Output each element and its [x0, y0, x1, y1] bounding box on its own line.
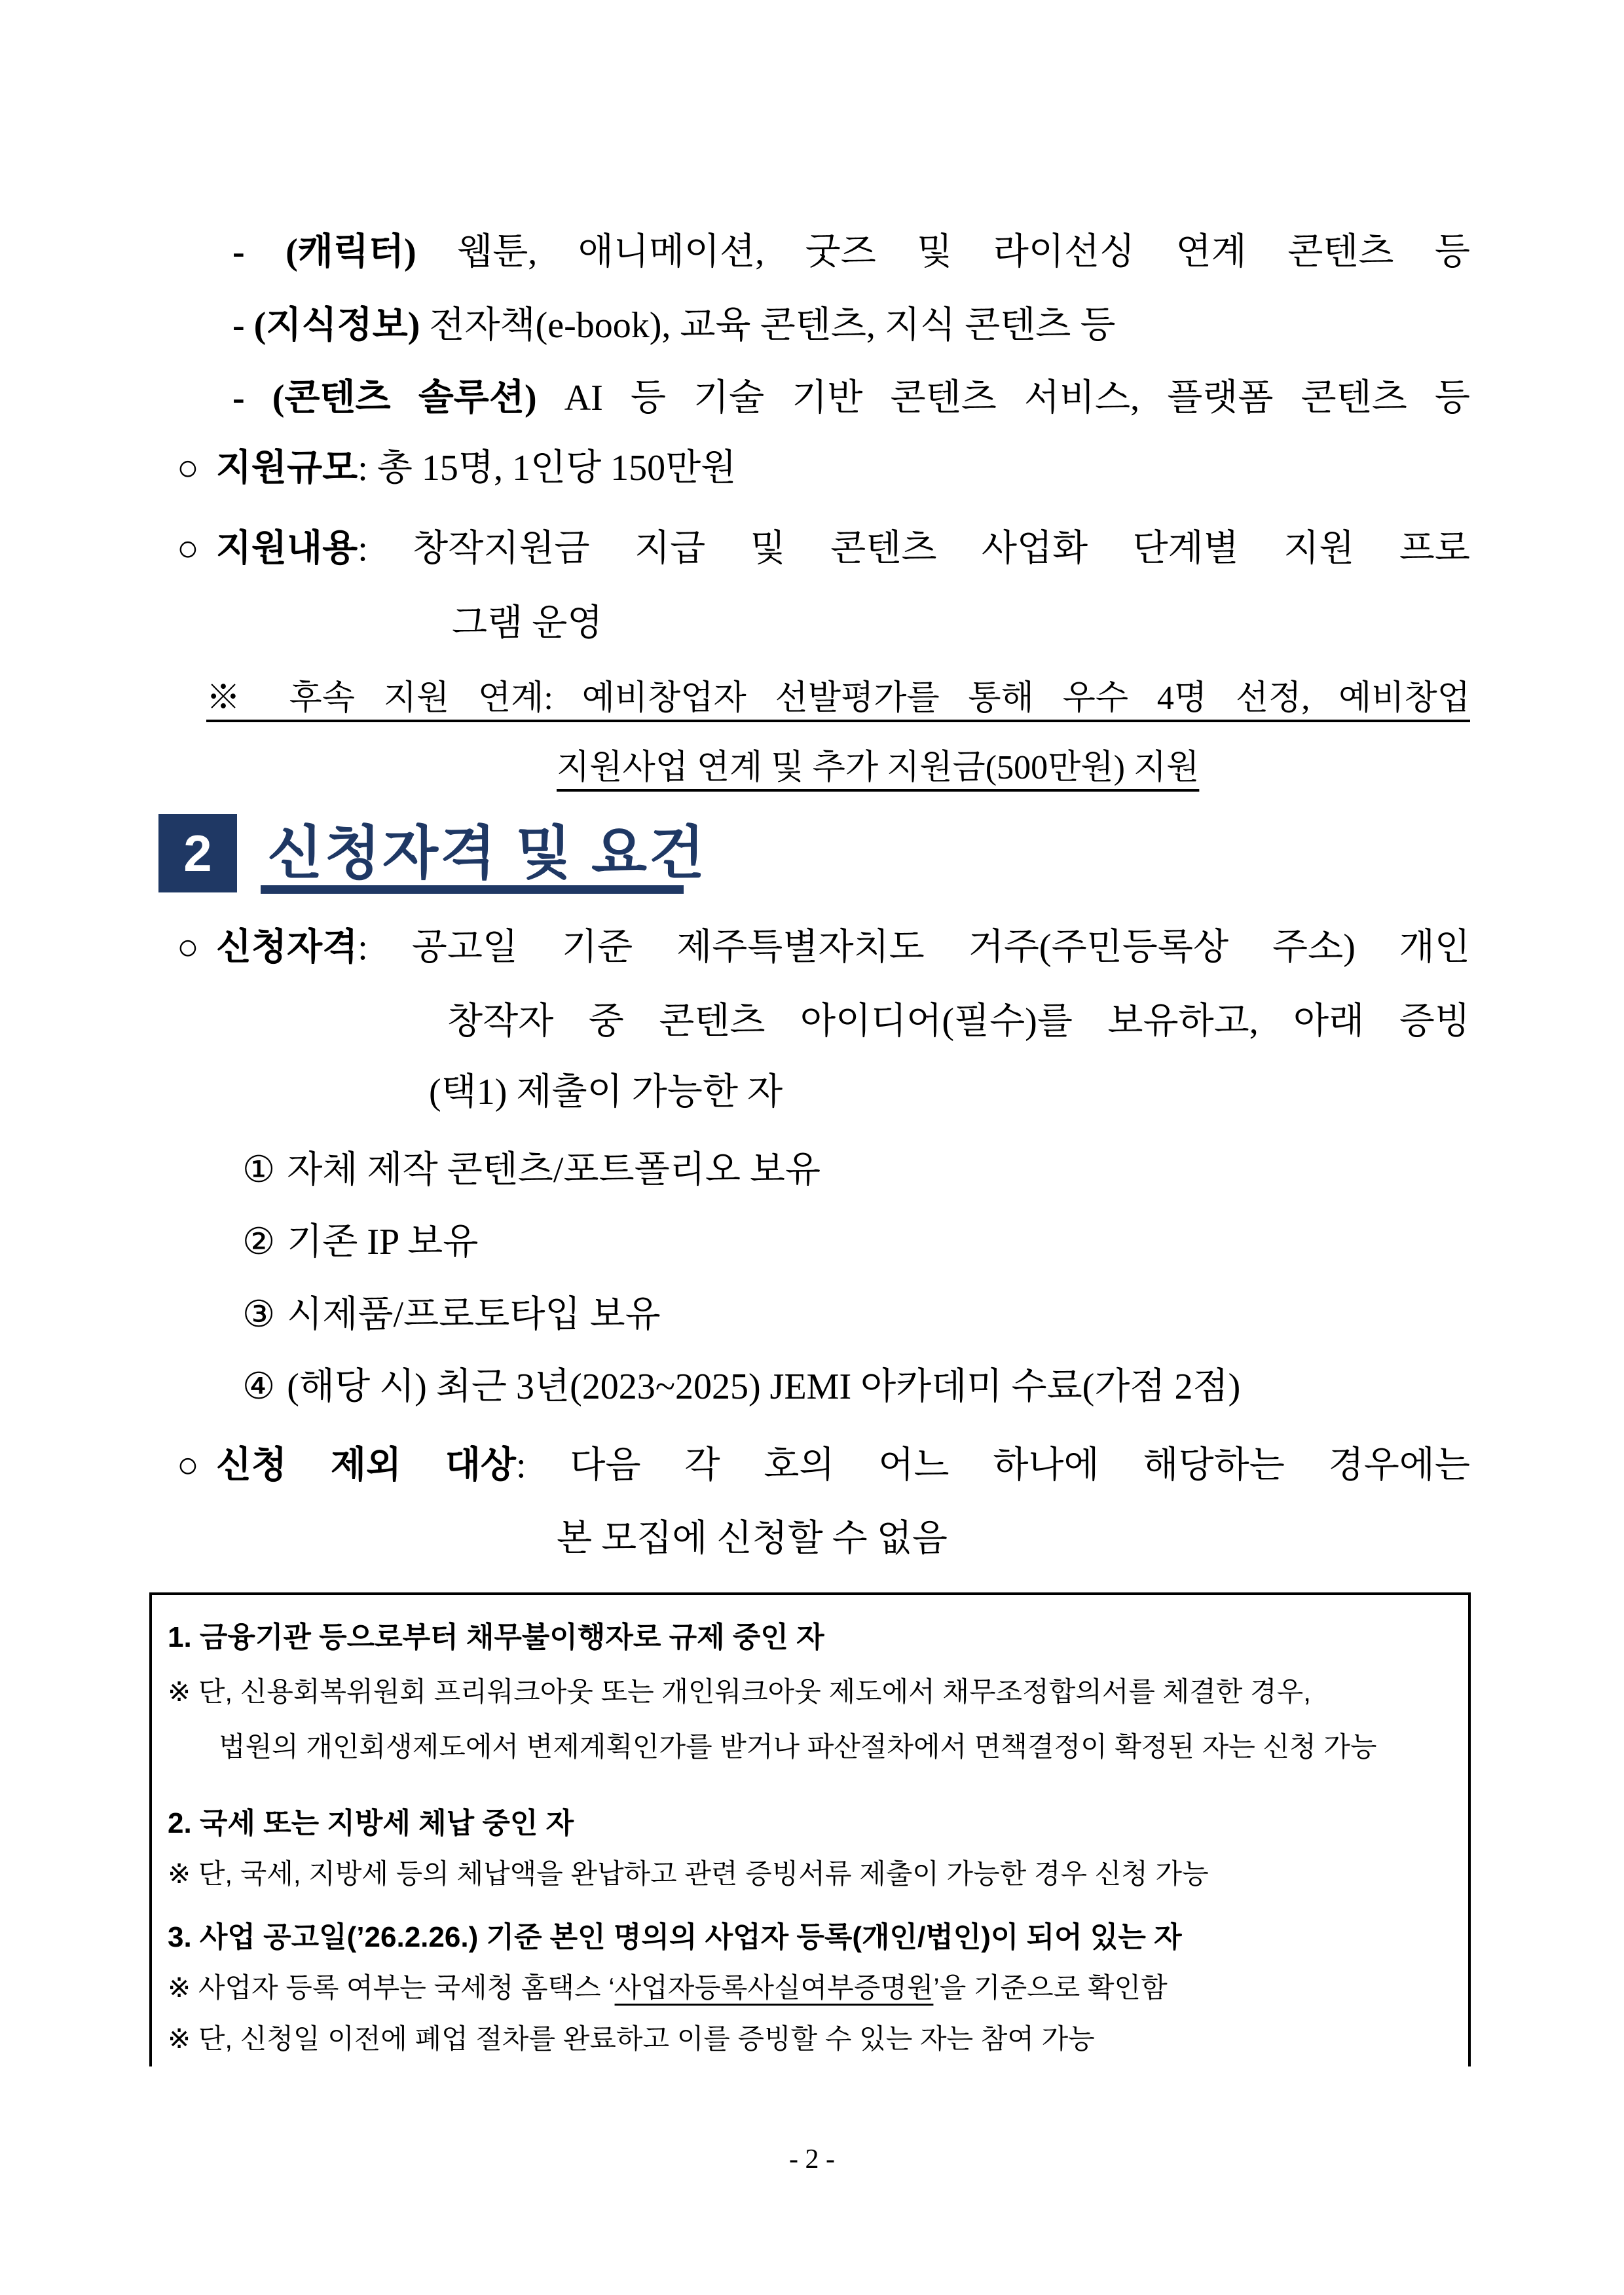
- category-item-character: [232, 229, 1470, 275]
- eligibility-line1: [177, 925, 1470, 970]
- proof-option-text: 시제품/프로토타입 보유: [287, 1294, 661, 1335]
- section-title-underline: [261, 885, 684, 894]
- eligibility-line2: [447, 999, 1470, 1044]
- support-content-text-cont: 그램 운영: [452, 603, 603, 644]
- exclusion-criteria-box: [149, 1592, 1471, 2066]
- category-text: 웹툰, 애니메이션, 굿즈 및 라이선싱 연계 콘텐츠 등: [457, 232, 1471, 272]
- section-number: 2: [183, 824, 212, 882]
- support-scale-label: 지원규모: [215, 448, 358, 488]
- followup-note-text-cont: 지원사업 연계 및 추가 지원금(500만원) 지원: [557, 749, 1200, 786]
- box-item1-note2: 법원의 개인회생제도에서 변제계획인가를 받거나 파산절차에서 면책결정이 확정된 자는 신청 가능: [219, 1731, 1377, 1762]
- eligibility-text: : 공고일 기준 제주특별자치도 거주(주민등록상 주소) 개인: [358, 927, 1470, 968]
- circled-number-icon: ②: [242, 1222, 276, 1262]
- support-scale-text: : 총 15명, 1인당 150만원: [358, 448, 737, 488]
- eligibility-line3: [429, 1069, 783, 1115]
- category-label: - (캐릭터): [232, 232, 416, 272]
- followup-note-text: ※ 후속 지원 연계: 예비창업자 선발평가를 통해 우수 4명 선정, 예비창업: [206, 680, 1470, 717]
- circle-bullet-icon: ○: [177, 927, 199, 968]
- support-content-text: : 창작지원금 지급 및 콘텐츠 사업화 단계별 지원 프로: [358, 528, 1470, 569]
- category-item-solution: [232, 375, 1470, 421]
- section-title: 신청자격 및 요건: [267, 820, 707, 885]
- support-scale-line: [177, 445, 736, 491]
- circle-bullet-icon: ○: [177, 448, 199, 488]
- proof-option-text: 기존 IP 보유: [287, 1222, 479, 1262]
- box-item1-note1: ※ 단, 신용회복위원회 프리워크아웃 또는 개인워크아웃 제도에서 채무조정합의서를 체결한 경우,: [168, 1676, 1311, 1707]
- category-text: AI 등 기술 기반 콘텐츠 서비스, 플랫폼 콘텐츠 등: [564, 378, 1470, 418]
- box-item3-note1-underlined: 사업자등록사실여부증명원: [614, 1972, 934, 2003]
- eligibility-text-cont2: (택1) 제출이 가능한 자: [429, 1072, 783, 1112]
- circled-number-icon: ①: [242, 1150, 276, 1190]
- proof-option-4: [242, 1364, 1240, 1410]
- circle-bullet-icon: ○: [177, 528, 199, 569]
- box-item3-note1-pre: ※ 사업자 등록 여부는 국세청 홈택스 ‘: [168, 1972, 615, 2003]
- proof-option-text: (해당 시) 최근 3년(2023~2025) JEMI 아카데미 수료(가점 2점): [287, 1367, 1241, 1407]
- category-label: - (콘텐츠 솔루션): [232, 378, 537, 418]
- followup-note-line2: [557, 746, 1199, 790]
- box-item3-note1-post: ’을 기준으로 확인함: [933, 1972, 1168, 2003]
- eligibility-label: 신청자격: [215, 927, 358, 968]
- exclusion-text: : 다음 각 호의 어느 하나에 해당하는 경우에는: [516, 1445, 1470, 1486]
- section-number-badge: [158, 814, 237, 892]
- page-number: - 2 -: [789, 2144, 835, 2175]
- box-item2-note1: ※ 단, 국세, 지방세 등의 체납액을 완납하고 관련 증빙서류 제출이 가능한 경우 신청 가능: [168, 1858, 1209, 1889]
- proof-option-text: 자체 제작 콘텐츠/포트폴리오 보유: [287, 1150, 821, 1190]
- category-label: - (지식정보): [232, 305, 420, 346]
- box-item1-title: 1. 금융기관 등으로부터 채무불이행자로 규제 중인 자: [168, 1621, 824, 1653]
- category-text: 전자책(e-book), 교육 콘텐츠, 지식 콘텐츠 등: [429, 305, 1116, 346]
- circle-bullet-icon: ○: [177, 1445, 199, 1486]
- proof-option-1: [242, 1147, 821, 1193]
- proof-option-2: [242, 1219, 478, 1265]
- category-item-knowledge: [232, 303, 1116, 348]
- support-content-label: 지원내용: [215, 528, 358, 569]
- exclusion-line1: [177, 1442, 1470, 1488]
- box-item3-title: 3. 사업 공고일(’26.2.26.) 기준 본인 명의의 사업자 등록(개인/법인)이 되어 있는 자: [168, 1921, 1182, 1953]
- exclusion-text-cont: 본 모집에 신청할 수 없음: [557, 1518, 948, 1559]
- box-item2-title: 2. 국세 또는 지방세 체납 중인 자: [168, 1807, 574, 1839]
- box-item3-note2: ※ 단, 신청일 이전에 폐업 절차를 완료하고 이를 증빙할 수 있는 자는 참여 가능: [168, 2023, 1095, 2054]
- box-item3-note1: [168, 1970, 1450, 2006]
- support-content-line1: [177, 526, 1470, 572]
- proof-option-3: [242, 1292, 661, 1338]
- followup-note-line1: [206, 677, 1470, 720]
- exclusion-label: 신청 제외 대상: [215, 1445, 517, 1486]
- circled-number-icon: ④: [242, 1367, 276, 1407]
- support-content-line2: [452, 600, 602, 646]
- exclusion-line2: [557, 1516, 948, 1562]
- circled-number-icon: ③: [242, 1294, 276, 1335]
- eligibility-text-cont: 창작자 중 콘텐츠 아이디어(필수)를 보유하고, 아래 증빙: [447, 1001, 1470, 1042]
